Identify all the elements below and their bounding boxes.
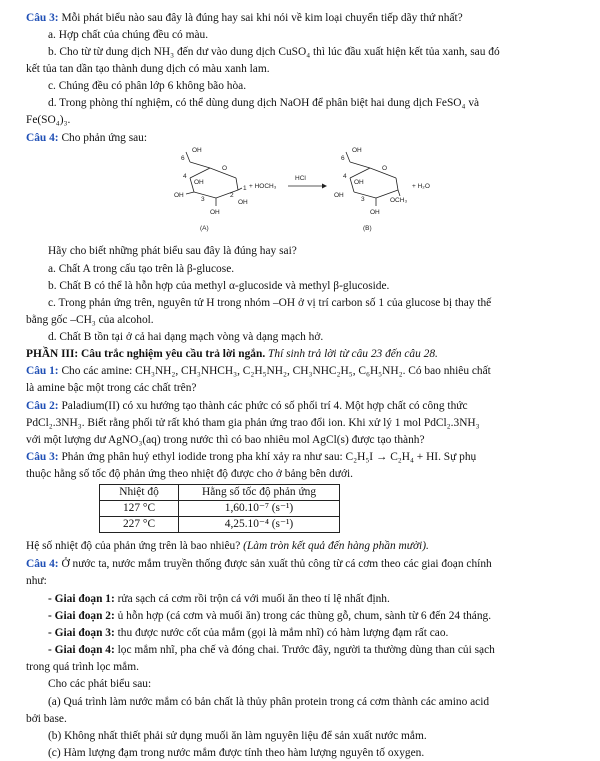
part3-heading	[26, 346, 588, 362]
question-label: Câu 2:	[26, 400, 59, 412]
reagent-methanol: + HOCH₃	[249, 183, 277, 190]
q3-option-c: c. Chúng đều có phân lớp 6 không bão hòa.	[48, 80, 247, 92]
a-c1-number: 1	[243, 185, 247, 192]
q4-option-d: d. Chất B tồn tại ở cả hai dạng mạch vòng và dạng mạch hở.	[48, 331, 324, 343]
q3-option-d-line1: d. Trong phòng thí nghiệm, có thể dùng dung dịch NaOH để phân biệt hai dung dịch FeSO₄ và	[48, 97, 480, 109]
s3-text1: Phản ứng phân huỷ ethyl iodide trong pha khí xảy ra như sau: C₂H₅I → C₂H₄ + HI. Sự phụ	[61, 451, 477, 463]
b-oh-bottom: OH	[370, 209, 380, 216]
s3-ask: Hệ số nhiệt độ của phản ứng trên là bao nhiêu?	[26, 540, 241, 552]
q4-option-a: a. Chất A trong cấu tạo trên là β-glucose.	[48, 263, 235, 275]
reaction-arrow	[288, 175, 327, 189]
table-cell: 4,25.10⁻⁴ (s⁻¹)	[179, 517, 340, 533]
s2-line1	[26, 398, 588, 414]
b-oh-6: OH	[352, 147, 362, 154]
q4-ask: Hãy cho biết những phát biểu sau đây là đúng hay sai?	[48, 245, 297, 257]
s4-statement-a-line1: (a) Quá trình làm nước mắm có bản chất là thủy phân protein trong cá cơm thành các amino acid	[48, 696, 490, 708]
q3-stem-line	[26, 10, 588, 26]
stage4-text: lọc mắm nhĩ, pha chế và đóng chai. Trước đây, người ta thường dùng than củi sạch	[117, 644, 495, 656]
stage2-text: ủ hỗn hợp (cá cơm và muối ăn) trong các thùng gỗ, chum, sành từ 6 đến 24 tháng.	[117, 610, 492, 622]
label-b: (B)	[363, 225, 372, 232]
s4-line2: như:	[26, 575, 47, 587]
question-label: Câu 3:	[26, 12, 59, 24]
s4-statement-a-line2: bởi base.	[26, 713, 67, 725]
q3-option-b-line2: kết tủa tan dần tạo thành dung dịch có màu xanh lam.	[26, 63, 270, 75]
q4-option-b: b. Chất B có thể là hỗn hợp của methyl α-glucoside và methyl β-glucoside.	[48, 280, 390, 292]
q4-option-c-line2: bằng gốc –CH₃ của alcohol.	[26, 314, 154, 326]
question-label: Câu 4:	[26, 132, 59, 144]
b-c4-number: 4	[343, 173, 347, 180]
table-cell: 127 °C	[100, 501, 179, 517]
b-oh-3: OH	[334, 192, 344, 199]
s2-line2: PdCl₂.3NH₃. Biết rằng phối tử rất khó tham gia phản ứng trao đổi ion. Khi xử lý 1 mol PdCl₂.3NH₃	[26, 417, 480, 429]
s3-line2: thuộc hằng số tốc độ phản ứng theo nhiệt độ được cho ở bảng bên dưới.	[26, 468, 353, 480]
stage3-label: - Giai đoạn 3:	[48, 627, 115, 639]
label-a: (A)	[200, 225, 209, 232]
a-c2-number: 2	[230, 192, 234, 199]
s1-line2: là amine bậc một trong các chất trên?	[26, 382, 197, 394]
a-oh-bottom: OH	[210, 209, 220, 216]
s3-line1	[26, 449, 588, 465]
s4-stage4-line2: trong quá trình lọc mắm.	[26, 661, 139, 673]
s4-statements-intro: Cho các phát biểu sau:	[48, 678, 152, 690]
s4-statement-b: (b) Không nhất thiết phải sử dụng muối ăn làm nguyên liệu để sản xuất nước mắm.	[48, 730, 427, 742]
q3-stem: Mỗi phát biểu nào sau đây là đúng hay sai khi nói về kim loại chuyển tiếp dãy thứ nhất?	[61, 12, 463, 24]
s1-text1: Cho các amine: CH₃NH₂, CH₃NHCH₃, C₂H₅NH₂, CH₃NHC₂H₅, C₆H₅NH₂. Có bao nhiêu chất	[61, 365, 491, 377]
part3-title: PHẦN III: Câu trắc nghiệm yêu cầu trả lời ngắn.	[26, 348, 266, 360]
molecule-a	[174, 147, 248, 232]
table-header-row	[100, 485, 340, 501]
b-oh-4: OH	[354, 179, 364, 186]
s1-line1	[26, 363, 588, 379]
s4-stage2	[48, 608, 600, 624]
s4-stage4	[48, 642, 600, 658]
catalyst-label: HCl	[295, 175, 306, 182]
s4-line1	[26, 556, 588, 572]
question-label: Câu 4:	[26, 558, 59, 570]
product-water: + H₂O	[412, 183, 430, 190]
table-row	[100, 517, 340, 533]
glucoside-reaction-diagram	[150, 140, 450, 240]
b-c6-number: 6	[341, 155, 345, 162]
s3-ask-note: (Làm tròn kết quả đến hàng phần mười).	[243, 540, 429, 552]
stage2-label: - Giai đoạn 2:	[48, 610, 115, 622]
s4-stage1	[48, 591, 600, 607]
q3-option-b-line1: b. Cho từ từ dung dịch NH₃ đến dư vào dung dịch CuSO₄ thì lúc đầu xuất hiện kết tủa xanh, sau đó	[48, 46, 500, 58]
part3-note: Thí sinh trả lời từ câu 23 đến câu 28.	[268, 348, 438, 360]
q4-stem: Cho phản ứng sau:	[61, 132, 148, 144]
a-oh-6: OH	[192, 147, 202, 154]
stage3-text: thu được nước cốt của mắm (gọi là mắm nhĩ) có hàm lượng đạm rất cao.	[117, 627, 449, 639]
table-row	[100, 501, 340, 517]
stage4-label: - Giai đoạn 4:	[48, 644, 115, 656]
s3-ask-line	[26, 538, 588, 554]
a-c3-number: 3	[201, 196, 205, 203]
q4-option-c-line1: c. Trong phản ứng trên, nguyên tử H trong nhóm –OH ở vị trí carbon số 1 của glucose bị thay thế	[48, 297, 492, 309]
a-oh-4: OH	[194, 179, 204, 186]
q3-option-d-line2: Fe(SO₄)₃.	[26, 114, 71, 126]
s4-text1: Ở nước ta, nước mắm truyền thống được sản xuất thủ công từ cá cơm theo các giai đoạn chính	[61, 558, 492, 570]
b-c3-number: 3	[361, 196, 365, 203]
b-ring-oxygen: O	[382, 165, 388, 172]
a-oh-2: OH	[238, 199, 248, 206]
q3-option-a: a. Hợp chất của chúng đều có màu.	[48, 29, 209, 41]
question-label: Câu 1:	[26, 365, 59, 377]
question-label: Câu 3:	[26, 451, 59, 463]
table-header: Nhiệt độ	[100, 485, 179, 501]
a-ring-oxygen: O	[222, 165, 228, 172]
table-header: Hằng số tốc độ phản ứng	[179, 485, 340, 501]
s4-stage3	[48, 625, 600, 641]
stage1-label: - Giai đoạn 1:	[48, 593, 115, 605]
s2-text1: Paladium(II) có xu hướng tạo thành các phức có số phối trí 4. Một hợp chất có công thức	[61, 400, 468, 412]
b-och3: OCH₃	[390, 197, 408, 204]
a-oh-3: OH	[174, 192, 184, 199]
table-cell: 1,60.10⁻⁷ (s⁻¹)	[179, 501, 340, 517]
molecule-b	[334, 147, 407, 232]
s2-line3: với một lượng dư AgNO₃(aq) trong nước thì có bao nhiêu mol AgCl(s) được tạo thành?	[26, 434, 425, 446]
a-c6-number: 6	[181, 155, 185, 162]
rate-constant-table	[99, 484, 340, 533]
a-c4-number: 4	[183, 173, 187, 180]
table-cell: 227 °C	[100, 517, 179, 533]
s4-statement-c: (c) Hàm lượng đạm trong nước mắm được tính theo hàm lượng nguyên tố oxygen.	[48, 747, 425, 759]
stage1-text: rửa sạch cá cơm rồi trộn cá với muối ăn theo tỉ lệ nhất định.	[117, 593, 390, 605]
